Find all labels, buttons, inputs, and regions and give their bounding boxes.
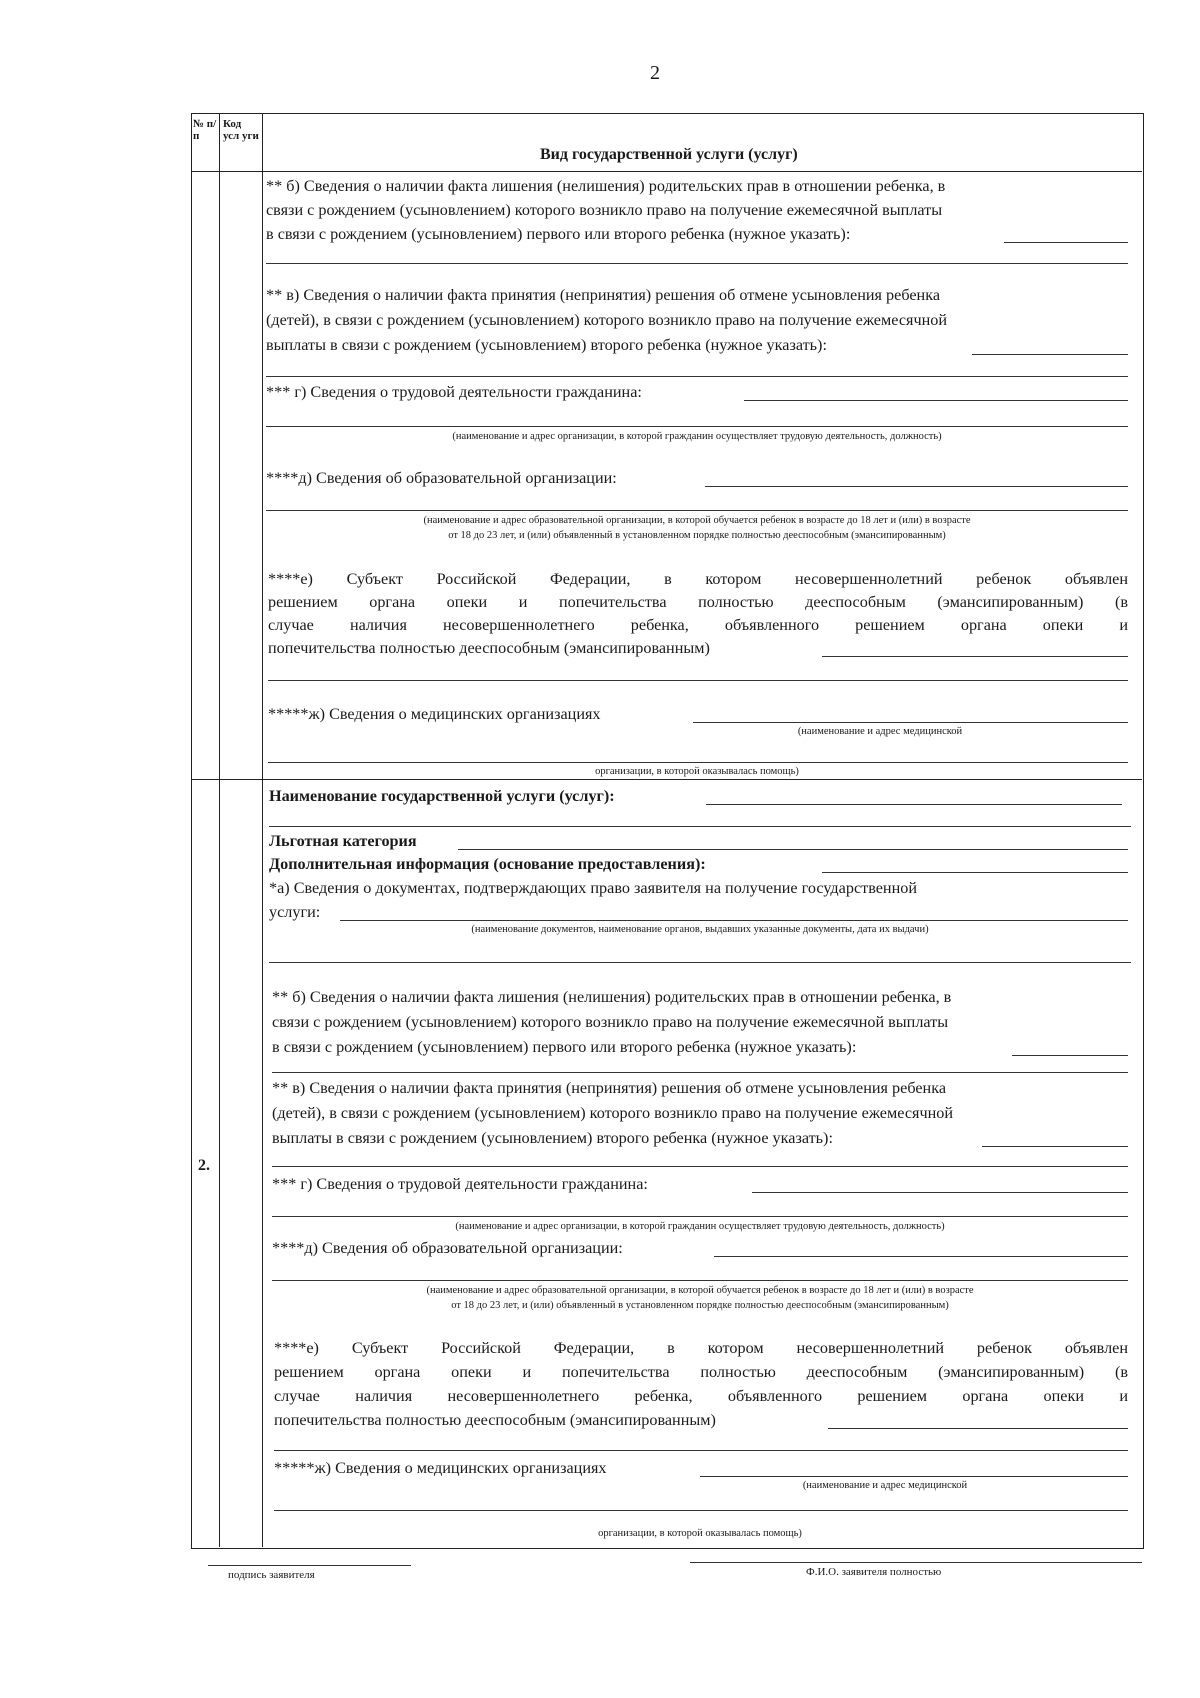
- text-line: попечительства полностью дееспособным (эмансипированным): [274, 1411, 716, 1429]
- field-hint: (наименование и адрес организации, в которой гражданин осуществляет трудовую деятельность, должность): [455, 1221, 945, 1232]
- signature-label: подпись заявителя: [228, 1569, 315, 1581]
- field-hint: (наименование и адрес медицинской: [802, 1480, 968, 1491]
- fill-line[interactable]: [266, 376, 1128, 377]
- fill-line[interactable]: [269, 962, 1131, 963]
- text-line: решением органа опеки и попечительства полностью дееспособным (эмансипированным) (в: [268, 593, 1128, 611]
- text-line: услуги:: [269, 903, 321, 921]
- text-line: Дополнительная информация (основание предоставления):: [269, 855, 706, 873]
- full-name-label: Ф.И.О. заявителя полностью: [806, 1566, 942, 1578]
- text-line: *****ж) Сведения о медицинских организациях: [268, 705, 601, 723]
- fill-line[interactable]: [693, 722, 1128, 723]
- field-hint: организации, в которой оказывалась помощь): [595, 766, 799, 777]
- fill-line[interactable]: [822, 656, 1128, 657]
- fill-line[interactable]: [714, 1256, 1128, 1257]
- fill-line[interactable]: [972, 354, 1128, 355]
- text-line: в связи с рождением (усыновлением) первого или второго ребенка (нужное указать):: [266, 225, 851, 243]
- text-line: Наименование государственной услуги (услуг):: [269, 787, 615, 805]
- text-line: ****д) Сведения об образовательной организации:: [266, 469, 617, 487]
- fill-line[interactable]: [274, 1450, 1128, 1451]
- fill-line[interactable]: [269, 826, 1131, 827]
- fill-line[interactable]: [705, 486, 1128, 487]
- field-hint: (наименование и адрес медицинской: [797, 726, 963, 737]
- field-hint: (наименование и адрес образовательной организации, в которой обучается ребенок в возрасте до 18 лет и (или) в возрасте: [426, 1285, 974, 1296]
- fill-line[interactable]: [1012, 1055, 1128, 1056]
- fill-line[interactable]: [272, 1166, 1128, 1167]
- text-line: *а) Сведения о документах, подтверждающих право заявителя на получение государственной: [269, 879, 918, 897]
- fill-line[interactable]: [982, 1146, 1128, 1147]
- text-line: в связи с рождением (усыновлением) первого или второго ребенка (нужное указать):: [272, 1038, 857, 1056]
- full-name-line[interactable]: [690, 1562, 1142, 1563]
- text-line: ****е) Субъект Российской Федерации, в котором несовершеннолетний ребенок объявлен: [274, 1339, 1128, 1357]
- text-line: связи с рождением (усыновлением) которого возникло право на получение ежемесячной выплаты: [272, 1013, 949, 1031]
- fill-line[interactable]: [458, 849, 1128, 850]
- text-line: ** в) Сведения о наличии факта принятия (непринятия) решения об отмене усыновления ребенка: [266, 286, 941, 304]
- row-divider: [191, 779, 1142, 780]
- text-line: случае наличия несовершеннолетнего ребенка, объявленного решением органа опеки и: [268, 616, 1128, 634]
- text-line: ** в) Сведения о наличии факта принятия (непринятия) решения об отмене усыновления ребенка: [272, 1079, 947, 1097]
- page-number: 2: [650, 62, 660, 84]
- field-hint: (наименование документов, наименование органов, выдавших указанные документы, дата их выдачи): [471, 924, 929, 935]
- fill-line[interactable]: [272, 1072, 1128, 1073]
- fill-line[interactable]: [752, 1192, 1128, 1193]
- text-line: Льготная категория: [269, 832, 417, 850]
- text-line: попечительства полностью дееспособным (эмансипированным): [268, 639, 710, 657]
- fill-line[interactable]: [266, 426, 1128, 427]
- fill-line[interactable]: [274, 1510, 1128, 1511]
- header-service-column: Вид государственной услуги (услуг): [540, 146, 798, 163]
- fill-line[interactable]: [266, 510, 1128, 511]
- field-hint: организации, в которой оказывалась помощь): [598, 1528, 802, 1539]
- text-line: (детей), в связи с рождением (усыновлением) которого возникло право на получение ежемесячной: [272, 1104, 954, 1122]
- fill-line[interactable]: [822, 872, 1128, 873]
- fill-line[interactable]: [700, 1476, 1128, 1477]
- text-line: ** б) Сведения о наличии факта лишения (нелишения) родительских прав в отношении ребенка, в: [266, 177, 946, 195]
- fill-line[interactable]: [828, 1428, 1128, 1429]
- field-hint: (наименование и адрес организации, в которой гражданин осуществляет трудовую деятельность, должность): [452, 431, 942, 442]
- text-line: связи с рождением (усыновлением) которого возникло право на получение ежемесячной выплаты: [266, 201, 943, 219]
- text-line: выплаты в связи с рождением (усыновлением) второго ребенка (нужное указать):: [266, 336, 827, 354]
- text-line: случае наличия несовершеннолетнего ребенка, объявленного решением органа опеки и: [274, 1387, 1128, 1405]
- fill-line[interactable]: [272, 1216, 1128, 1217]
- text-line: ****д) Сведения об образовательной организации:: [272, 1239, 623, 1257]
- field-hint: от 18 до 23 лет, и (или) объявленный в установленном порядке полностью дееспособным (эмансипированным): [448, 530, 946, 541]
- fill-line[interactable]: [744, 400, 1128, 401]
- fill-line[interactable]: [706, 804, 1122, 805]
- text-line: выплаты в связи с рождением (усыновлением) второго ребенка (нужное указать):: [272, 1129, 833, 1147]
- text-line: решением органа опеки и попечительства полностью дееспособным (эмансипированным) (в: [274, 1363, 1128, 1381]
- fill-line[interactable]: [268, 762, 1128, 763]
- column-divider-code: [262, 113, 263, 1547]
- column-divider-num: [219, 113, 220, 1547]
- field-hint: (наименование и адрес образовательной организации, в которой обучается ребенок в возрасте до 18 лет и (или) в возрасте: [423, 515, 971, 526]
- fill-line[interactable]: [340, 920, 1128, 921]
- row-number: 2.: [198, 1157, 210, 1174]
- text-line: *****ж) Сведения о медицинских организациях: [274, 1459, 607, 1477]
- signature-line[interactable]: [208, 1565, 411, 1566]
- fill-line[interactable]: [1004, 242, 1128, 243]
- text-line: ** б) Сведения о наличии факта лишения (нелишения) родительских прав в отношении ребенка, в: [272, 988, 952, 1006]
- fill-line[interactable]: [272, 1280, 1128, 1281]
- text-line: *** г) Сведения о трудовой деятельности гражданина:: [266, 383, 642, 401]
- fill-line[interactable]: [266, 263, 1128, 264]
- header-divider: [191, 171, 1142, 172]
- text-line: *** г) Сведения о трудовой деятельности гражданина:: [272, 1175, 648, 1193]
- text-line: (детей), в связи с рождением (усыновлением) которого возникло право на получение ежемесячной: [266, 311, 948, 329]
- header-code-column: Код усл уги: [223, 118, 259, 142]
- fill-line[interactable]: [268, 680, 1128, 681]
- field-hint: от 18 до 23 лет, и (или) объявленный в установленном порядке полностью дееспособным (эмансипированным): [451, 1300, 949, 1311]
- text-line: ****е) Субъект Российской Федерации, в котором несовершеннолетний ребенок объявлен: [268, 570, 1128, 588]
- header-number-column: № п/ п: [193, 118, 217, 142]
